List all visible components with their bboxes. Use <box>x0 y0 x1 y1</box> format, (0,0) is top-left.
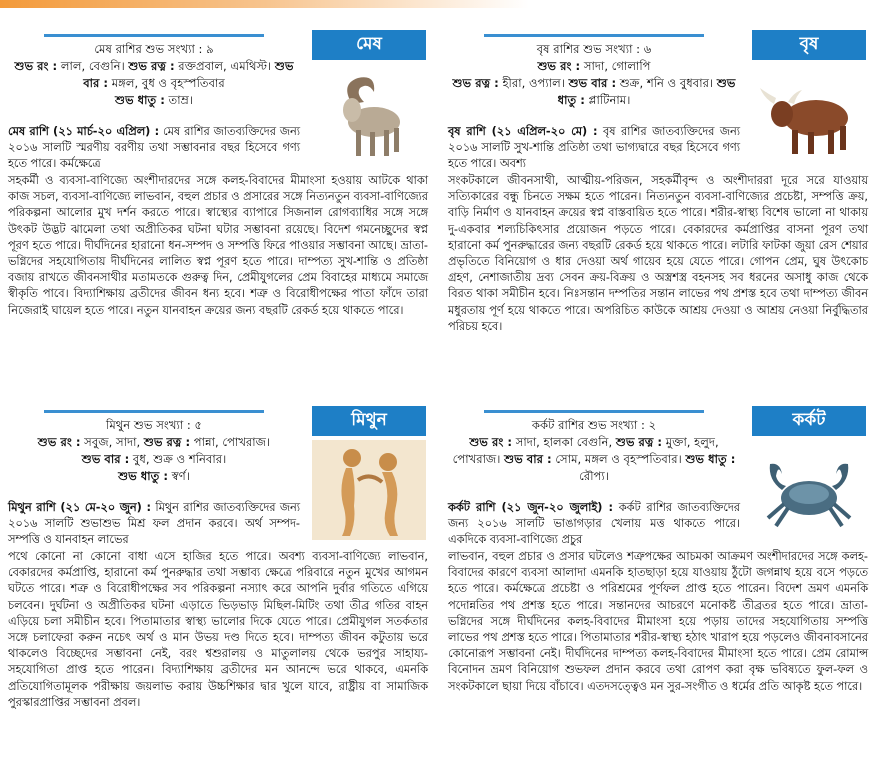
day-label: শুভ বার : <box>568 76 617 90</box>
day-value: মঙ্গল, বুধ ও বৃহস্পতিবার <box>108 76 225 90</box>
day-value: সোম, মঙ্গল ও বৃহস্পতিবার। <box>551 452 686 466</box>
sign-block-mesh <box>8 22 428 392</box>
divider <box>484 34 704 37</box>
intro-text <box>8 500 300 549</box>
main-text: পথে কোনো না কোনো বাধা এসে হাজির হতে পারে। অবশ্য ব্যবসা-বাণিজ্যে লাভবান, বেকারদের কর্মপ্রাপ্তি, হারানো কর্ম পুনরুদ্ধার তথা সম্ভাব্য ক্ষেত্রে পরিবারে নতুন মুখের আগমন ঘটতে পারে। শত্রু ও বিরোধীপক্ষের সব পরিকল্পনা নস্যাৎ করে আপনি দুর্বার গতিতে এগিয়ে চলবেন। দুর্ঘটনা ও অপ্রীতিকর ঘটনা এড়াতে ভিড়ভাড় মিছিল-মিটিং তথা তীব্র গতির বাহন এড়িয়ে চলা সমীচীন হবে। পিতামাতার স্বাস্থ্য ভালোর দিকে যেতে পারে। প্রেমীযুগল সতর্কতার সঙ্গে চলাফেরা করুন নচেৎ অর্থ ও মান উভয় দণ্ড দিতে হবে। দাম্পত্য জীবন কটুতায় ভরে থাকলেও বিচ্ছেদের সম্ভাবনা নেই, বরং শ্বশুরালয় ও মাতুলালয় থেকে ভরপুর সাহায্য-সহযোগিতা প্রাপ্ত হতে পারেন। বিদ্যাশিক্ষায় ব্রতীদের মন আনন্দে ভরে থাকবে, এমনকি প্রতিযোগিতামূলক পরীক্ষায় জয়লাভ করায় উচ্চশিক্ষার দ্বার খুলে যাবে, রাষ্ট্রীয় বা সামাজিক পুরস্কারপ্রাপ্তির সম্ভাবনা প্রবল। <box>8 550 428 709</box>
day-value: শুক্র, শনি ও বুধবার। <box>616 76 717 90</box>
metal-value: তাম্র। <box>164 93 194 107</box>
color-value: লাল, বেগুনি। <box>57 59 129 73</box>
lucky-box <box>448 34 740 109</box>
lucky-number: কর্কট রাশির শুভ সংখ্যা : ২ <box>531 418 657 432</box>
color-value: সাদা, হালকা বেগুনি, <box>512 435 616 449</box>
gem-value: হীরা, ওপ্যাল। <box>498 76 569 90</box>
day-label: শুভ বার : <box>81 452 130 466</box>
metal-label: শুভ ধাতু : <box>685 452 736 466</box>
bull-icon <box>752 64 866 164</box>
lucky-number: মিথুন শুভ সংখ্যা : ৫ <box>106 418 202 432</box>
lucky-box <box>448 410 740 485</box>
sign-block-brisha <box>448 22 868 392</box>
intro-text <box>448 500 740 549</box>
sign-heading: বৃষ রাশি (২১ এপ্রিল-২০ মে) : <box>448 125 598 138</box>
color-label: শুভ রং : <box>37 435 81 449</box>
twins-icon <box>312 440 426 540</box>
color-label: শুভ রং : <box>469 435 513 449</box>
lucky-box <box>8 34 300 109</box>
gem-label: শুভ রত্ন : <box>143 435 191 449</box>
divider <box>484 410 704 413</box>
metal-value: স্বর্ণ। <box>167 469 190 483</box>
main-text: সংকটকালে জীবনসাথী, আত্মীয়-পরিজন, সহকর্মীবৃন্দ ও অংশীদাররা দূরে সরে যাওয়ায় সত্যিকারের বন্ধু চিনতে সক্ষম হতে পারেন। নিত্যনতুন ব্যবসা-বাণিজ্যের প্রচেষ্টা, সম্পত্তি ক্রয়, বাড়ি নির্মাণ ও যানবাহন ক্রয়ের স্বপ্ন বাস্তবায়িত হতে পারে। শরীর-স্বাস্থ্য বিশেষ ভালো না থাকায় দু-একবার শল্যচিকিৎসার প্রয়োজন পড়তে পারে। বেকারদের কর্মপ্রাপ্তির বাসনা পূরণ তথা হারানো কর্ম পুনরুদ্ধারের জন্য বছরটি রেকর্ড হয়ে থাকতে পারে। লটারি ফাটকা জুয়া রেস শেয়ার প্রভৃতিতে বিনিয়োগ ও ধার দেওয়া অর্থ গায়েব হয়ে যেতে পারে। গোপন প্রেম, ঘুষ উৎকোচ গ্রহণ, নেশাজাতীয় দ্রব্য সেবন ক্রয়-বিক্রয় ও অস্ত্রশস্ত্র বহনসহ সব ধরনের অসাধু কাজ থেকে বিরত থাকা সমীচীন হবে। নিঃসন্তান দম্পতির সন্তান লাভের পথ প্রশস্ত হবে তথা দাম্পত্য জীবন মধুরতায় পূর্ণ হয়ে থাকতে পারে। অপরিচিত কাউকে আশ্রয় দেওয়া ও আশ্রয় নেওয়া নির্বুদ্ধিতার পরিচয় হবে। <box>448 174 868 333</box>
day-value: বুধ, শুক্র ও শনিবার। <box>129 452 227 466</box>
color-value: সাদা, গোলাপি <box>580 59 651 73</box>
intro-body: মেষ রাশির জাতব্যক্তিদের জন্য ২০১৬ সালটি স্মরণীয় বরণীয় তথা সম্ভাবনার বছর হিসেবে গণ্য হতে পারে। কর্মক্ষেত্রে <box>8 125 300 171</box>
metal-value: প্লাটিনাম। <box>584 93 631 107</box>
day-label: শুভ বার : <box>83 59 294 90</box>
intro-text <box>8 124 300 173</box>
sign-title: মিথুন <box>312 406 426 436</box>
lucky-box <box>8 410 300 485</box>
gem-value: রক্তপ্রবাল, এমথিস্ট। <box>174 59 275 73</box>
intro-body: কর্কট রাশির জাতব্যক্তিদের জন্য ২০১৬ সালটি ভাঙাগড়ার খেলায় মত্ত থাকতে পারে। একদিকে ব্যবসা-বাণিজ্যে প্রচুর <box>448 501 740 547</box>
ram-icon <box>312 64 426 164</box>
gem-label: শুভ রত্ন : <box>615 435 663 449</box>
gem-label: শুভ রত্ন : <box>452 76 499 90</box>
gem-label: শুভ রত্ন : <box>128 59 175 73</box>
sign-block-mithun <box>8 398 428 768</box>
lucky-number: মেষ রাশির শুভ সংখ্যা : ৯ <box>94 42 214 56</box>
color-value: সবুজ, সাদা, <box>80 435 144 449</box>
intro-text <box>448 124 740 173</box>
color-label: শুভ রং : <box>14 59 58 73</box>
sign-title: কর্কট <box>752 406 866 436</box>
metal-value: রৌপ্য। <box>579 469 609 483</box>
sign-heading: মেষ রাশি (২১ মার্চ-২০ এপ্রিল) : <box>8 125 160 138</box>
metal-label: শুভ ধাতু : <box>118 469 168 483</box>
sign-heading: মিথুন রাশি (২১ মে-২০ জুন) : <box>8 501 151 514</box>
lucky-number: বৃষ রাশির শুভ সংখ্যা : ৬ <box>536 42 652 56</box>
divider <box>44 410 264 413</box>
intro-body: বৃষ রাশির জাতব্যক্তিদের জন্য ২০১৬ সালটি সুখ-শান্তি প্রতিষ্ঠা তথা ভাগ্যদ্বারে বছর হিসেবে গণ্য হতে পারে। অবশ্য <box>448 125 740 171</box>
metal-label: শুভ ধাতু : <box>557 76 736 107</box>
metal-label: শুভ ধাতু : <box>114 93 165 107</box>
gem-value: মুক্তা, হলুদ, পোখরাজ। <box>452 435 719 466</box>
top-color-bar <box>0 0 882 8</box>
color-label: শুভ রং : <box>537 59 581 73</box>
sign-title: মেষ <box>312 30 426 60</box>
intro-body: মিথুন রাশির জাতব্যক্তিদের জন্য ২০১৬ সালটি শুভাশুভ মিশ্র ফল প্রদান করবে। অর্থ সম্পদ-সম্পত্তি ও যানবাহন লাভের <box>8 501 300 547</box>
main-text: লাভবান, বহুল প্রচার ও প্রসার ঘটলেও শত্রুপক্ষের আচমকা আক্রমণ অংশীদারদের সঙ্গে কলহ-বিবাদের কারণে ব্যবসা আলাদা এমনকি হাতছাড়া হয়ে যাওয়ায় ঠুঁটো জগন্নাথ হয়ে বসে পড়তে হতে পারে। কর্মক্ষেত্রে প্রচেষ্টা ও পরিশ্রমের পূর্ণফল প্রাপ্ত হতে পারেন। বিদেশ ভ্রমণ এমনকি পদোন্নতির পথ প্রশস্ত হতে পারে। সন্তানদের আচরণে মনোকষ্ট তীব্রতর হতে পারে। ভ্রাতা-ভগ্নিদের সঙ্গে দীর্ঘদিনের কলহ-বিবাদের মীমাংসা হয়ে পড়ায় তাদের সহযোগিতায় সম্পত্তি লাভের পথ প্রশস্ত হতে পারে। পিতামাতার শরীর-স্বাস্থ্য হঠাৎ খারাপ হয়ে পড়লেও জীবনাবসানের কোনোরূপ সম্ভাবনা নেই। দীর্ঘদিনের দাম্পত্য কলহ-বিবাদের মীমাংসা হতে পারে। প্রেম রোমান্স বিনোদন ভ্রমণ বিনিয়োগ শুভফল প্রদান করবে তথা রোপণ করা বৃক্ষ ভবিষ্যতে ফুল-ফল ও সংকটকালে ছায়া দিয়ে বাঁচাবে। এতদসত্ত্বেও মন সুর-সংগীত ও ধর্মের প্রতি আকৃষ্ট হতে পারে। <box>448 550 868 693</box>
divider <box>44 34 264 37</box>
sign-block-karkat <box>448 398 868 768</box>
main-text: সহকর্মী ও ব্যবসা-বাণিজ্যে অংশীদারদের সঙ্গে কলহ-বিবাদের মীমাংসা হওয়ায় আটকে থাকা কাজ সচল, ব্যবসা-বাণিজ্যে লাভবান, বহুল প্রচার ও প্রসারের সঙ্গে নিত্যনতুন ব্যবসা-বাণিজ্যের পরিকল্পনা আলোর মুখ দর্শন করতে পারে। স্বাস্থ্যের ব্যাপারে সিজনাল রোগব্যাধির সঙ্গে সঙ্গে উৎকট উদ্ভট ঝামেলা তথা অপ্রীতিকর ঘটনা ঘটার সম্ভাবনা রয়েছে। বিদেশ গমনেচ্ছুদের স্বপ্ন পূরণ হতে পারে। দীর্ঘদিনের হারানো ধন-সম্পদ ও সম্পত্তি ফিরে পাওয়ার সম্ভাবনা আছে। ভ্রাতা-ভগ্নিদের সহযোগিতায় দীর্ঘদিনের লালিত স্বপ্ন পূরণ হতে পারে। দাম্পত্য সুখ-শান্তি ও প্রতিষ্ঠা বজায় রাখতে জীবনসাথীর মতামতকে গুরুত্ব দিন, প্রেমীযুগলের প্রেম বিবাহের মাধ্যমে সমাজে স্বীকৃতি পাবে। বিদ্যাশিক্ষায় ব্রতীদের জীবন ধন্য হবে। শত্রু ও বিরোধীপক্ষের পাতা ফাঁদে তারা নিজেরাই ঘায়েল হতে পারে। নতুন যানবাহন ক্রয়ের জন্য বছরটি রেকর্ড হয়ে থাকতে পারে। <box>8 174 428 317</box>
day-label: শুভ বার : <box>504 452 552 466</box>
sign-title: বৃষ <box>752 30 866 60</box>
gem-value: পান্না, পোখরাজ। <box>190 435 271 449</box>
sign-heading: কর্কট রাশি (২১ জুন-২০ জুলাই) : <box>448 501 613 514</box>
crab-icon <box>752 440 866 540</box>
